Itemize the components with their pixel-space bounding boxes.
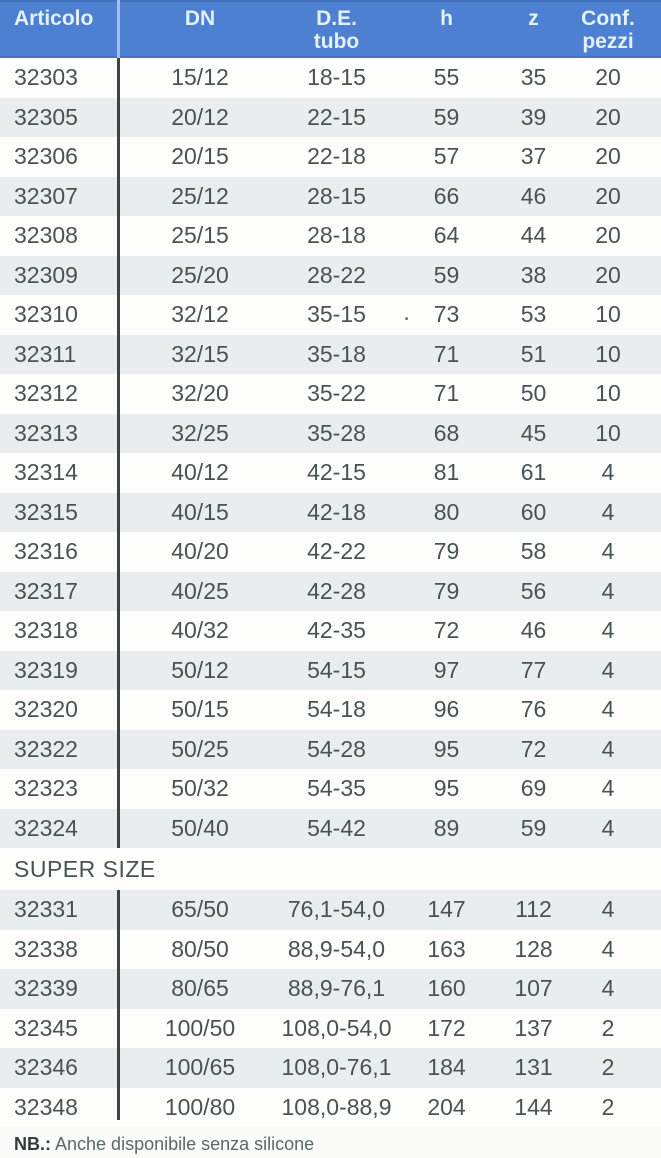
- cell-de-tubo: 42-28: [307, 577, 366, 604]
- cell-de-tubo: 88,9-54,0: [287, 935, 386, 962]
- cell-de-tubo: 42-15: [307, 459, 366, 485]
- cell-z: 72: [520, 735, 547, 762]
- cell-h: 55: [433, 64, 460, 90]
- table-row: [0, 690, 661, 730]
- cell-articolo: 32318: [14, 617, 78, 643]
- cell-h: 97: [433, 656, 460, 683]
- cell-dn: 40/15: [171, 498, 229, 525]
- cell-h: 66: [433, 182, 460, 209]
- cell-articolo: 32319: [14, 656, 78, 683]
- table-row: [0, 769, 661, 809]
- column-header-conf-line1: Conf.: [581, 7, 635, 30]
- cell-articolo: 32316: [14, 538, 78, 564]
- cell-conf-pezzi: 2: [601, 1014, 615, 1041]
- table-row: [0, 651, 661, 691]
- scan-artifact-dot: .: [403, 296, 411, 326]
- table-row: [0, 493, 661, 533]
- cell-articolo: 32323: [14, 775, 78, 801]
- table-row: [0, 414, 661, 454]
- cell-h: 73: [433, 301, 460, 327]
- table-row: [0, 374, 661, 414]
- cell-articolo: 32348: [14, 1093, 78, 1120]
- table-row: [0, 1009, 661, 1049]
- cell-articolo: 32311: [14, 340, 77, 367]
- table-row: [0, 137, 661, 177]
- cell-de-tubo: 28-15: [307, 182, 366, 209]
- cell-conf-pezzi: 2: [601, 1093, 615, 1120]
- cell-conf-pezzi: 4: [601, 735, 615, 762]
- footnote-nb-label: NB.:: [14, 1134, 51, 1154]
- cell-de-tubo: 76,1-54,0: [287, 896, 386, 922]
- cell-h: 72: [433, 617, 460, 643]
- table-row: [0, 335, 661, 375]
- cell-dn: 50/32: [171, 775, 229, 801]
- footnote: [0, 1127, 661, 1155]
- table-row: [0, 611, 661, 651]
- cell-conf-pezzi: 20: [595, 222, 621, 248]
- cell-articolo: 32314: [14, 459, 78, 485]
- cell-articolo: 32320: [14, 696, 78, 722]
- cell-h: 163: [427, 935, 466, 962]
- cell-z: 46: [520, 182, 547, 209]
- table-row: [0, 177, 661, 217]
- cell-dn: 25/15: [171, 222, 229, 248]
- cell-z: 76: [520, 696, 547, 722]
- column-header-h-line1: h: [440, 7, 453, 30]
- cell-conf-pezzi: 4: [601, 896, 615, 922]
- cell-z: 45: [520, 419, 547, 446]
- column-header-z-line1: z: [528, 7, 539, 30]
- cell-h: 80: [433, 498, 460, 525]
- cell-dn: 40/20: [171, 538, 229, 564]
- cell-de-tubo: 35-15: [307, 301, 366, 327]
- column-divider-lower: [117, 890, 120, 1120]
- cell-z: 44: [520, 222, 547, 248]
- cell-articolo: 32310: [14, 301, 78, 327]
- cell-de-tubo: 35-28: [307, 419, 366, 446]
- cell-conf-pezzi: 4: [601, 538, 615, 564]
- column-header-articolo-line1: Articolo: [14, 7, 94, 30]
- cell-conf-pezzi: 4: [601, 577, 615, 604]
- cell-dn: 100/50: [164, 1014, 236, 1041]
- cell-de-tubo: 54-15: [307, 656, 366, 683]
- table-row: [0, 58, 661, 98]
- cell-z: 35: [520, 64, 547, 90]
- cell-z: 60: [520, 498, 547, 525]
- table-row: [0, 216, 661, 256]
- cell-de-tubo: 54-28: [307, 735, 366, 762]
- cell-de-tubo: 28-22: [307, 261, 366, 288]
- cell-de-tubo: 22-15: [307, 103, 366, 130]
- column-header-de-tubo: [270, 0, 403, 58]
- cell-dn: 50/12: [171, 656, 229, 683]
- cell-articolo: 32331: [14, 896, 78, 922]
- cell-h: 59: [433, 103, 460, 130]
- column-header-z: [490, 0, 577, 58]
- table-row: [0, 256, 661, 296]
- cell-conf-pezzi: 10: [595, 340, 621, 367]
- cell-articolo: 32309: [14, 261, 78, 288]
- column-header-dn: [118, 0, 270, 58]
- cell-dn: 100/65: [164, 1054, 236, 1080]
- table-row: [0, 98, 661, 138]
- table-row: [0, 730, 661, 770]
- cell-dn: 80/50: [171, 935, 229, 962]
- cell-h: 95: [433, 775, 460, 801]
- cell-z: 38: [520, 261, 547, 288]
- header-column-divider: [117, 0, 120, 58]
- cell-articolo: 32317: [14, 577, 78, 604]
- cell-z: 50: [520, 380, 547, 406]
- cell-z: 59: [520, 814, 547, 841]
- table-row: [0, 453, 661, 493]
- cell-z: 53: [520, 301, 547, 327]
- column-header-de-line1: D.E.: [316, 7, 357, 30]
- cell-dn: 50/40: [171, 814, 229, 841]
- cell-h: 147: [427, 896, 466, 922]
- cell-conf-pezzi: 20: [595, 64, 621, 90]
- cell-de-tubo: 108,0-88,9: [281, 1093, 392, 1120]
- cell-h: 57: [433, 143, 460, 169]
- cell-articolo: 32306: [14, 143, 78, 169]
- cell-dn: 40/12: [171, 459, 229, 485]
- cell-h: 64: [433, 222, 460, 248]
- cell-conf-pezzi: 20: [595, 261, 621, 288]
- cell-h: 204: [427, 1093, 466, 1120]
- cell-z: 37: [520, 143, 547, 169]
- cell-h: 89: [433, 814, 460, 841]
- cell-h: 172: [427, 1014, 466, 1041]
- cell-z: 51: [520, 340, 547, 367]
- cell-de-tubo: 28-18: [307, 222, 366, 248]
- cell-z: 46: [520, 617, 547, 643]
- cell-conf-pezzi: 4: [601, 498, 615, 525]
- cell-h: 71: [433, 340, 460, 367]
- cell-z: 56: [520, 577, 547, 604]
- cell-articolo: 32303: [14, 64, 78, 90]
- cell-dn: 32/20: [171, 380, 229, 406]
- cell-articolo: 32346: [14, 1054, 78, 1080]
- cell-z: 39: [520, 103, 547, 130]
- cell-dn: 50/25: [171, 735, 229, 762]
- cell-de-tubo: 54-42: [307, 814, 366, 841]
- cell-conf-pezzi: 10: [595, 419, 621, 446]
- cell-conf-pezzi: 4: [601, 975, 615, 1001]
- cell-conf-pezzi: 4: [601, 814, 615, 841]
- cell-conf-pezzi: 20: [595, 143, 621, 169]
- cell-conf-pezzi: 4: [601, 459, 615, 485]
- cell-de-tubo: 18-15: [307, 64, 366, 90]
- cell-articolo: 32313: [14, 419, 78, 446]
- cell-z: 112: [515, 896, 552, 922]
- table-body: [0, 58, 661, 1127]
- column-header-conf-line2: pezzi: [582, 30, 634, 53]
- cell-conf-pezzi: 20: [595, 182, 621, 209]
- cell-z: 107: [514, 975, 553, 1001]
- cell-articolo: 32322: [14, 735, 78, 762]
- table-row: [0, 1088, 661, 1128]
- cell-h: 95: [433, 735, 460, 762]
- cell-de-tubo: 108,0-76,1: [281, 1054, 392, 1080]
- cell-z: 144: [514, 1093, 553, 1120]
- cell-dn: 32/15: [171, 340, 229, 367]
- cell-de-tubo: 22-18: [307, 143, 366, 169]
- cell-conf-pezzi: 10: [595, 380, 621, 406]
- cell-z: 131: [514, 1054, 553, 1080]
- cell-conf-pezzi: 4: [601, 617, 615, 643]
- cell-dn: 25/12: [171, 182, 229, 209]
- cell-h: 79: [433, 538, 460, 564]
- cell-articolo: 32338: [14, 935, 78, 962]
- column-header-h: [403, 0, 490, 58]
- cell-h: 160: [427, 975, 466, 1001]
- cell-de-tubo: 54-35: [307, 775, 366, 801]
- cell-articolo: 32315: [14, 498, 78, 525]
- cell-dn: 20/15: [171, 143, 229, 169]
- cell-de-tubo: 42-35: [307, 617, 366, 643]
- table-row: [0, 572, 661, 612]
- cell-dn: 40/32: [171, 617, 229, 643]
- table-row: [0, 532, 661, 572]
- column-header-articolo: [0, 0, 118, 58]
- table-row: [0, 969, 661, 1009]
- cell-dn: 32/25: [171, 419, 229, 446]
- cell-conf-pezzi: 10: [595, 301, 621, 327]
- cell-de-tubo: 108,0-54,0: [281, 1014, 392, 1041]
- cell-h: 79: [433, 577, 460, 604]
- cell-de-tubo: 88,9-76,1: [287, 975, 386, 1001]
- cell-articolo: 32308: [14, 222, 78, 248]
- cell-z: 58: [520, 538, 547, 564]
- cell-z: 128: [514, 935, 553, 962]
- cell-dn: 50/15: [171, 696, 229, 722]
- cell-articolo: 32324: [14, 814, 78, 841]
- cell-h: 96: [433, 696, 460, 722]
- cell-h: 68: [433, 419, 460, 446]
- cell-articolo: 32305: [14, 103, 78, 130]
- cell-articolo: 32339: [14, 975, 78, 1001]
- cell-h: 184: [427, 1054, 466, 1080]
- cell-h: 59: [433, 261, 460, 288]
- column-header-dn-line1: DN: [184, 7, 216, 30]
- cell-h: 81: [433, 459, 460, 485]
- table-row: [0, 295, 661, 335]
- cell-conf-pezzi: 4: [601, 775, 615, 801]
- cell-articolo: 32345: [14, 1014, 78, 1041]
- table-row: [0, 890, 661, 930]
- table-row: [0, 809, 661, 849]
- cell-articolo: 32307: [14, 182, 78, 209]
- cell-dn: 25/20: [171, 261, 229, 288]
- cell-dn: 80/65: [171, 975, 229, 1001]
- cell-z: 69: [520, 775, 547, 801]
- cell-dn: 100/80: [164, 1093, 236, 1120]
- cell-articolo: 32312: [14, 380, 78, 406]
- column-divider-upper: [117, 58, 120, 848]
- cell-conf-pezzi: 20: [595, 103, 621, 130]
- cell-dn: 15/12: [171, 64, 229, 90]
- cell-conf-pezzi: 4: [601, 656, 615, 683]
- cell-dn: 65/50: [171, 896, 229, 922]
- cell-z: 137: [514, 1014, 553, 1041]
- table-row: [0, 1048, 661, 1088]
- section-header-super-size: SUPER SIZE: [0, 848, 661, 890]
- column-header-de-line2: tubo: [313, 30, 360, 53]
- cell-conf-pezzi: 4: [601, 696, 615, 722]
- table-row: [0, 930, 661, 970]
- cell-de-tubo: 35-22: [307, 380, 366, 406]
- cell-z: 77: [520, 656, 547, 683]
- cell-dn: 40/25: [171, 577, 229, 604]
- cell-conf-pezzi: 4: [601, 935, 615, 962]
- cell-z: 61: [520, 459, 547, 485]
- cell-de-tubo: 35-18: [307, 340, 366, 367]
- cell-de-tubo: 42-22: [307, 538, 366, 564]
- cell-h: 71: [433, 380, 460, 406]
- cell-dn: 20/12: [171, 103, 229, 130]
- cell-de-tubo: 42-18: [307, 498, 366, 525]
- cell-de-tubo: 54-18: [307, 696, 366, 722]
- column-header-conf-pezzi: [577, 0, 661, 58]
- table-header: [0, 0, 661, 58]
- cell-conf-pezzi: 2: [601, 1054, 615, 1080]
- footnote-text: Anche disponibile senza silicone: [55, 1134, 315, 1154]
- cell-dn: 32/12: [171, 301, 229, 327]
